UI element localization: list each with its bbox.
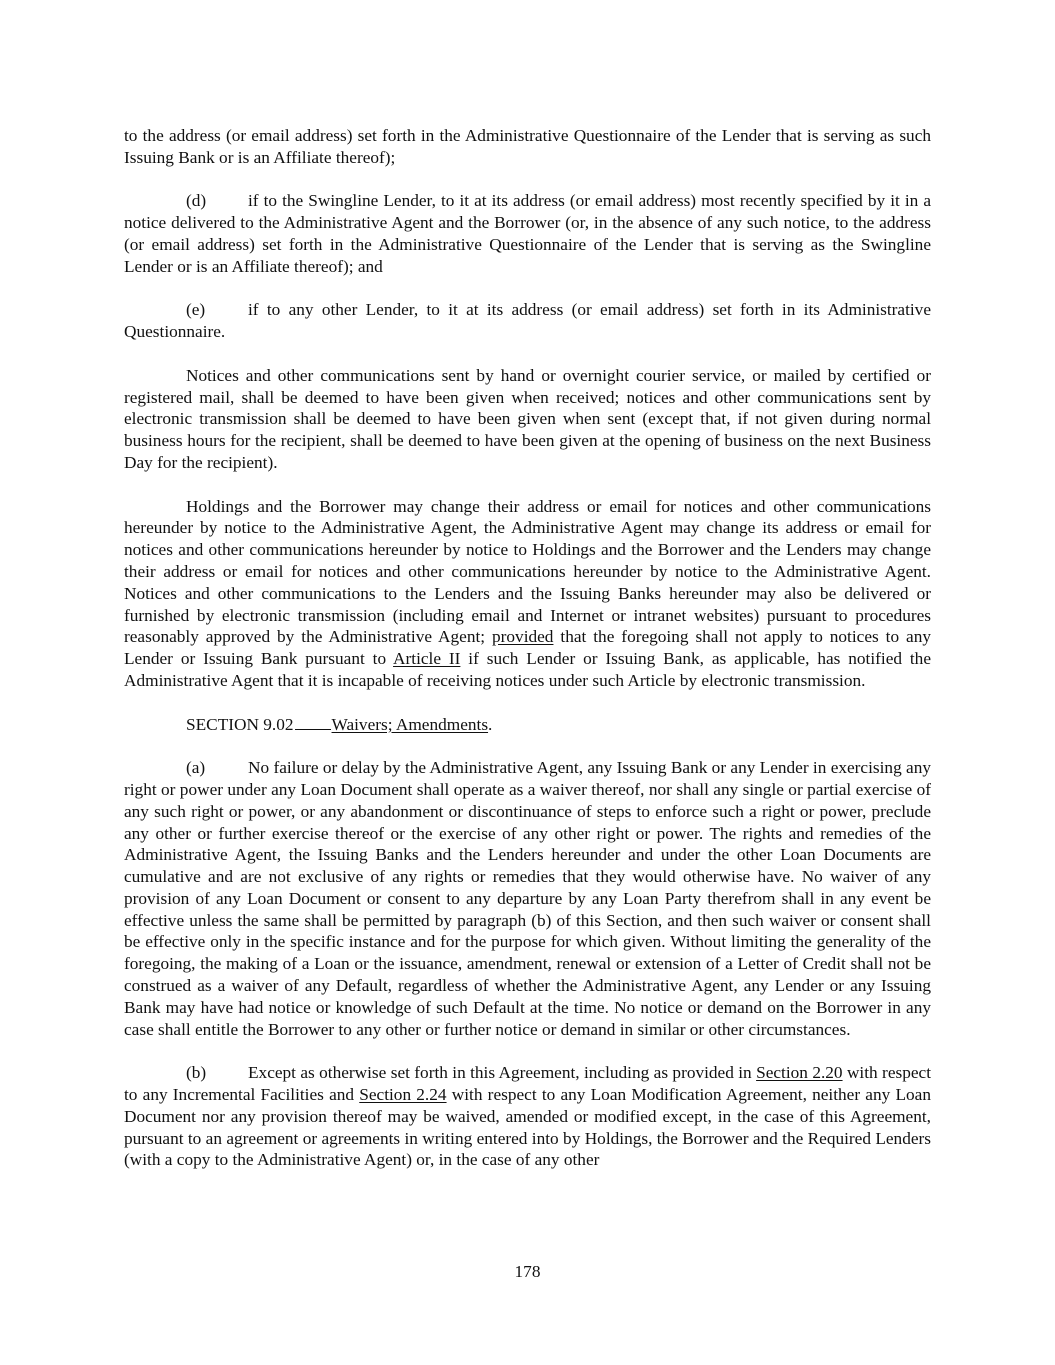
paragraph-e [124, 299, 931, 343]
holdings-text-3: if such Lender or Issuing Bank, as applicable, has notified the Administrative Agent that it is incapable of receiving notices under such Article by electronic transmission. [124, 649, 931, 690]
section-number: SECTION 9.02 [186, 714, 294, 734]
section-period: . [488, 714, 493, 734]
provided-term: provided [492, 627, 554, 647]
document-body [124, 125, 931, 1193]
article-ii-reference: Article II [393, 649, 461, 669]
paragraph-a [124, 757, 931, 1040]
clause-label-e: (e) [186, 300, 206, 320]
paragraph-c-continuation: to the address (or email address) set forth in the Administrative Questionnaire of the Lender that is serving as such Issuing Bank or is an Affiliate thereof); [124, 126, 931, 167]
clause-text-b-2: with respect to any Incremental Facilities and [124, 1063, 931, 1105]
section-2-20-reference: Section 2.20 [756, 1063, 843, 1083]
clause-text-b-3: with respect to any Loan Modification Agreement, neither any Loan Document nor any provision thereof may be waived, amended or modified except, in the case of this Agreement, pursuant to an agreement or agreements in writing entered into by Holdings, the Borrower and the Required Lenders (with a copy to the Administrative Agent) or, in the case of any other [124, 1085, 931, 1170]
clause-label-b: (b) [186, 1063, 207, 1083]
page-number: 178 [514, 1262, 541, 1281]
clause-label-d: (d) [186, 191, 207, 211]
section-title: Waivers; Amendments [331, 714, 489, 734]
clause-text-b-1: Except as otherwise set forth in this Agreement, including as provided in [248, 1063, 757, 1083]
paragraph-holdings [124, 496, 931, 692]
paragraph-notices: Notices and other communications sent by hand or overnight courier service, or mailed by certified or registered mail, shall be deemed to have been given when received; notices and other communications sent by electronic transmission shall be deemed to have been given when sent (except that, if not given during normal business hours for the recipient, shall be deemed to have been given at the opening of business on the next Business Day for the recipient). [124, 365, 931, 472]
section-heading [124, 714, 931, 736]
holdings-text-1: Holdings and the Borrower may change their address or email for notices and other communications hereunder by notice to the Administrative Agent, the Administrative Agent may change its address or email for notices and other communications hereunder by notice to Holdings and the Borrower and the Lenders may change their address or email for notices and other communications hereunder by notice to the Administrative Agent. Notices and other communications to the Lenders and the Issuing Banks hereunder may also be delivered or furnished by electronic transmission (including email and Internet or intranet websites) pursuant to procedures reasonably approved by the Administrative Agent; [124, 496, 931, 647]
clause-text-a: No failure or delay by the Administrative Agent, any Issuing Bank or any Lender in exercising any right or power under any Loan Document shall operate as a waiver thereof, nor shall any single or partial exercise of any such right or power, or any abandonment or discontinuance of steps to enforce such a right or power, preclude any other or further exercise thereof or the exercise of any other right or power. The rights and remedies of the Administrative Agent, the Issuing Banks and the Lenders hereunder and under the other Loan Documents are cumulative and are not exclusive of any rights or remedies that they would otherwise have. No waiver of any provision of any Loan Document or consent to any departure by any Loan Party therefrom shall in any event be effective unless the same shall be permitted by paragraph (b) of this Section, and then such waiver or consent shall be effective only in the specific instance and for the purpose for which given. Without limiting the generality of the foregoing, the making of a Loan or the issuance, amendment, renewal or extension of a Letter of Credit shall not be construed as a waiver of any Default, regardless of whether the Administrative Agent, any Lender or any Issuing Bank may have had notice or knowledge of such Default at the time. No notice or demand on the Borrower in any case shall entitle the Borrower to any other or further notice or demand in similar or other circumstances. [124, 758, 931, 1039]
paragraph-d [124, 190, 931, 277]
clause-label-a: (a) [186, 758, 206, 778]
paragraph-b [124, 1062, 931, 1171]
clause-text-d: if to the Swingline Lender, to it at its address (or email address) most recently specified by it in a notice delivered to the Administrative Agent and the Borrower (or, in the absence of any such notice, to the address (or email address) set forth in the Administrative Questionnaire of the Lender that is serving as the Swingline Lender or is an Affiliate thereof); and [124, 191, 931, 276]
section-heading-rule [295, 714, 331, 730]
section-2-24-reference: Section 2.24 [359, 1085, 447, 1105]
clause-text-e: if to any other Lender, to it at its address (or email address) set forth in its Administrative Questionnaire. [124, 300, 931, 342]
holdings-text-2: that the foregoing shall not apply to notices to any Lender or Issuing Bank pursuant to [124, 627, 932, 669]
